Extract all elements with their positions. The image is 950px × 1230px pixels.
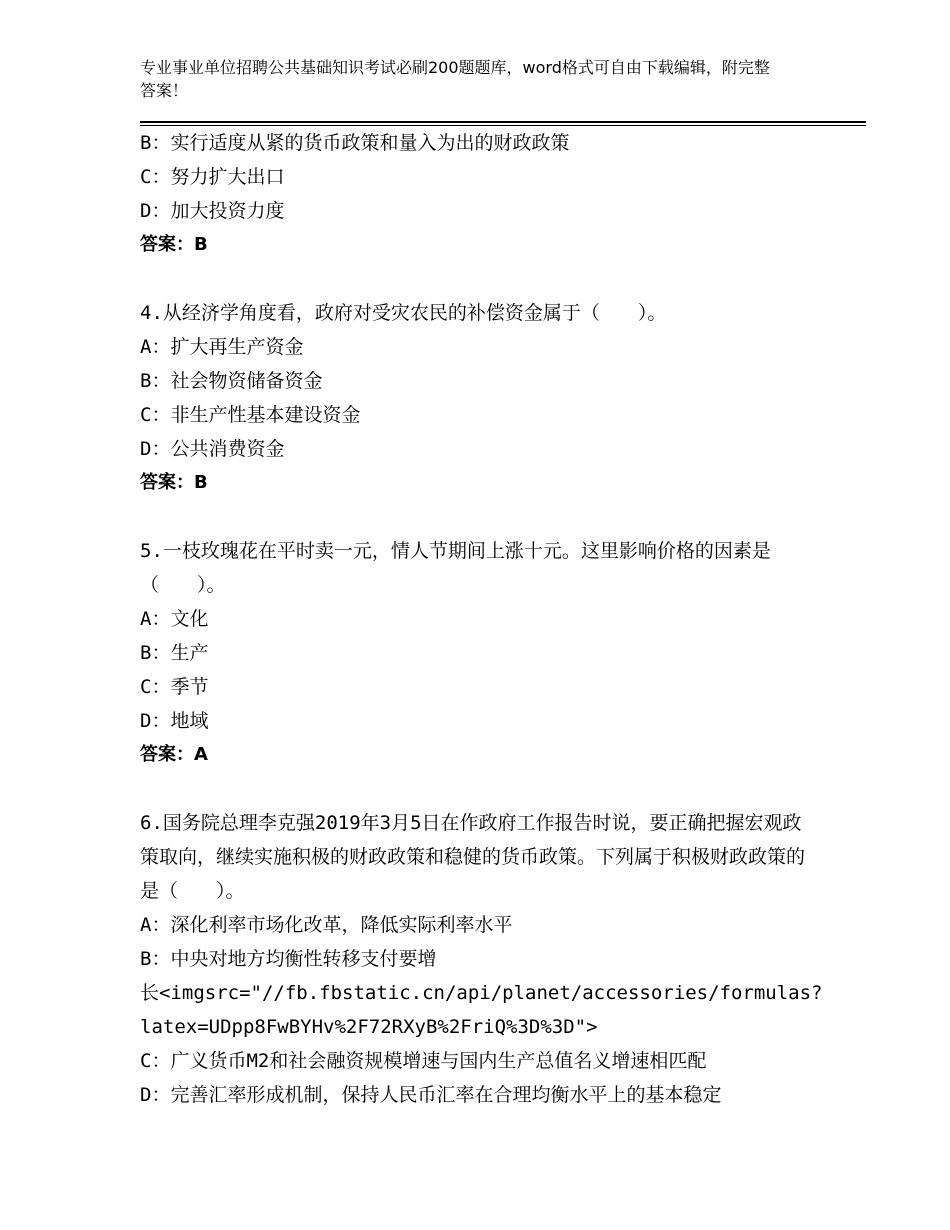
question-list bbox=[140, 126, 823, 1112]
option-a: A：文化 bbox=[140, 608, 209, 630]
option-b: B：生产 bbox=[140, 642, 209, 664]
option-a: A：深化利率市场化改革，降低实际利率水平 bbox=[140, 914, 513, 936]
header-rule-thick bbox=[140, 121, 866, 123]
option-c: C：非生产性基本建设资金 bbox=[140, 404, 361, 426]
option-b-continued: latex=UDpp8FwBYHv%2F72RXyB%2FriQ%3D%3D"> bbox=[140, 1016, 598, 1038]
option-b-continued: 长<imgsrc="//fb.fbstatic.cn/api/planet/accessories/formulas? bbox=[140, 982, 823, 1004]
option-c: C：努力扩大出口 bbox=[140, 166, 285, 188]
answer: 答案：B bbox=[140, 472, 208, 493]
option-b: B：社会物资储备资金 bbox=[140, 370, 323, 392]
option-d: D：公共消费资金 bbox=[140, 438, 285, 460]
option-d: D：地域 bbox=[140, 710, 209, 732]
answer: 答案：B bbox=[140, 234, 208, 255]
option-b: B：中央对地方均衡性转移支付要增 bbox=[140, 948, 437, 970]
option-d: D：加大投资力度 bbox=[140, 200, 285, 222]
option-d: D：完善汇率形成机制，保持人民币汇率在合理均衡水平上的基本稳定 bbox=[140, 1084, 722, 1106]
page-header: 专业事业单位招聘公共基础知识考试必刷200题题库，word格式可自由下载编辑，附完整答案！ bbox=[140, 58, 770, 100]
answer: 答案：A bbox=[140, 744, 208, 765]
option-c: C：广义货币M2和社会融资规模增速与国内生产总值名义增速相匹配 bbox=[140, 1050, 707, 1072]
option-a: A：扩大再生产资金 bbox=[140, 336, 304, 358]
option-c: C：季节 bbox=[140, 676, 209, 698]
question-block-4 bbox=[140, 296, 820, 500]
question-block-6 bbox=[140, 806, 823, 1112]
question-block-5 bbox=[140, 534, 820, 772]
question-stem: 5.一枝玫瑰花在平时卖一元，情人节期间上涨十元。这里影响价格的因素是（ ）。 bbox=[140, 540, 771, 596]
option-b: B：实行适度从紧的货币政策和量入为出的财政政策 bbox=[140, 132, 570, 154]
question-block-3 bbox=[140, 126, 820, 262]
question-stem: 4.从经济学角度看，政府对受灾农民的补偿资金属于（ ）。 bbox=[140, 302, 667, 324]
question-stem: 6.国务院总理李克强2019年3月5日在作政府工作报告时说，要正确把握宏观政策取向，继续实施积极的财政政策和稳健的货币政策。下列属于积极财政政策的是（ ）。 bbox=[140, 812, 806, 902]
